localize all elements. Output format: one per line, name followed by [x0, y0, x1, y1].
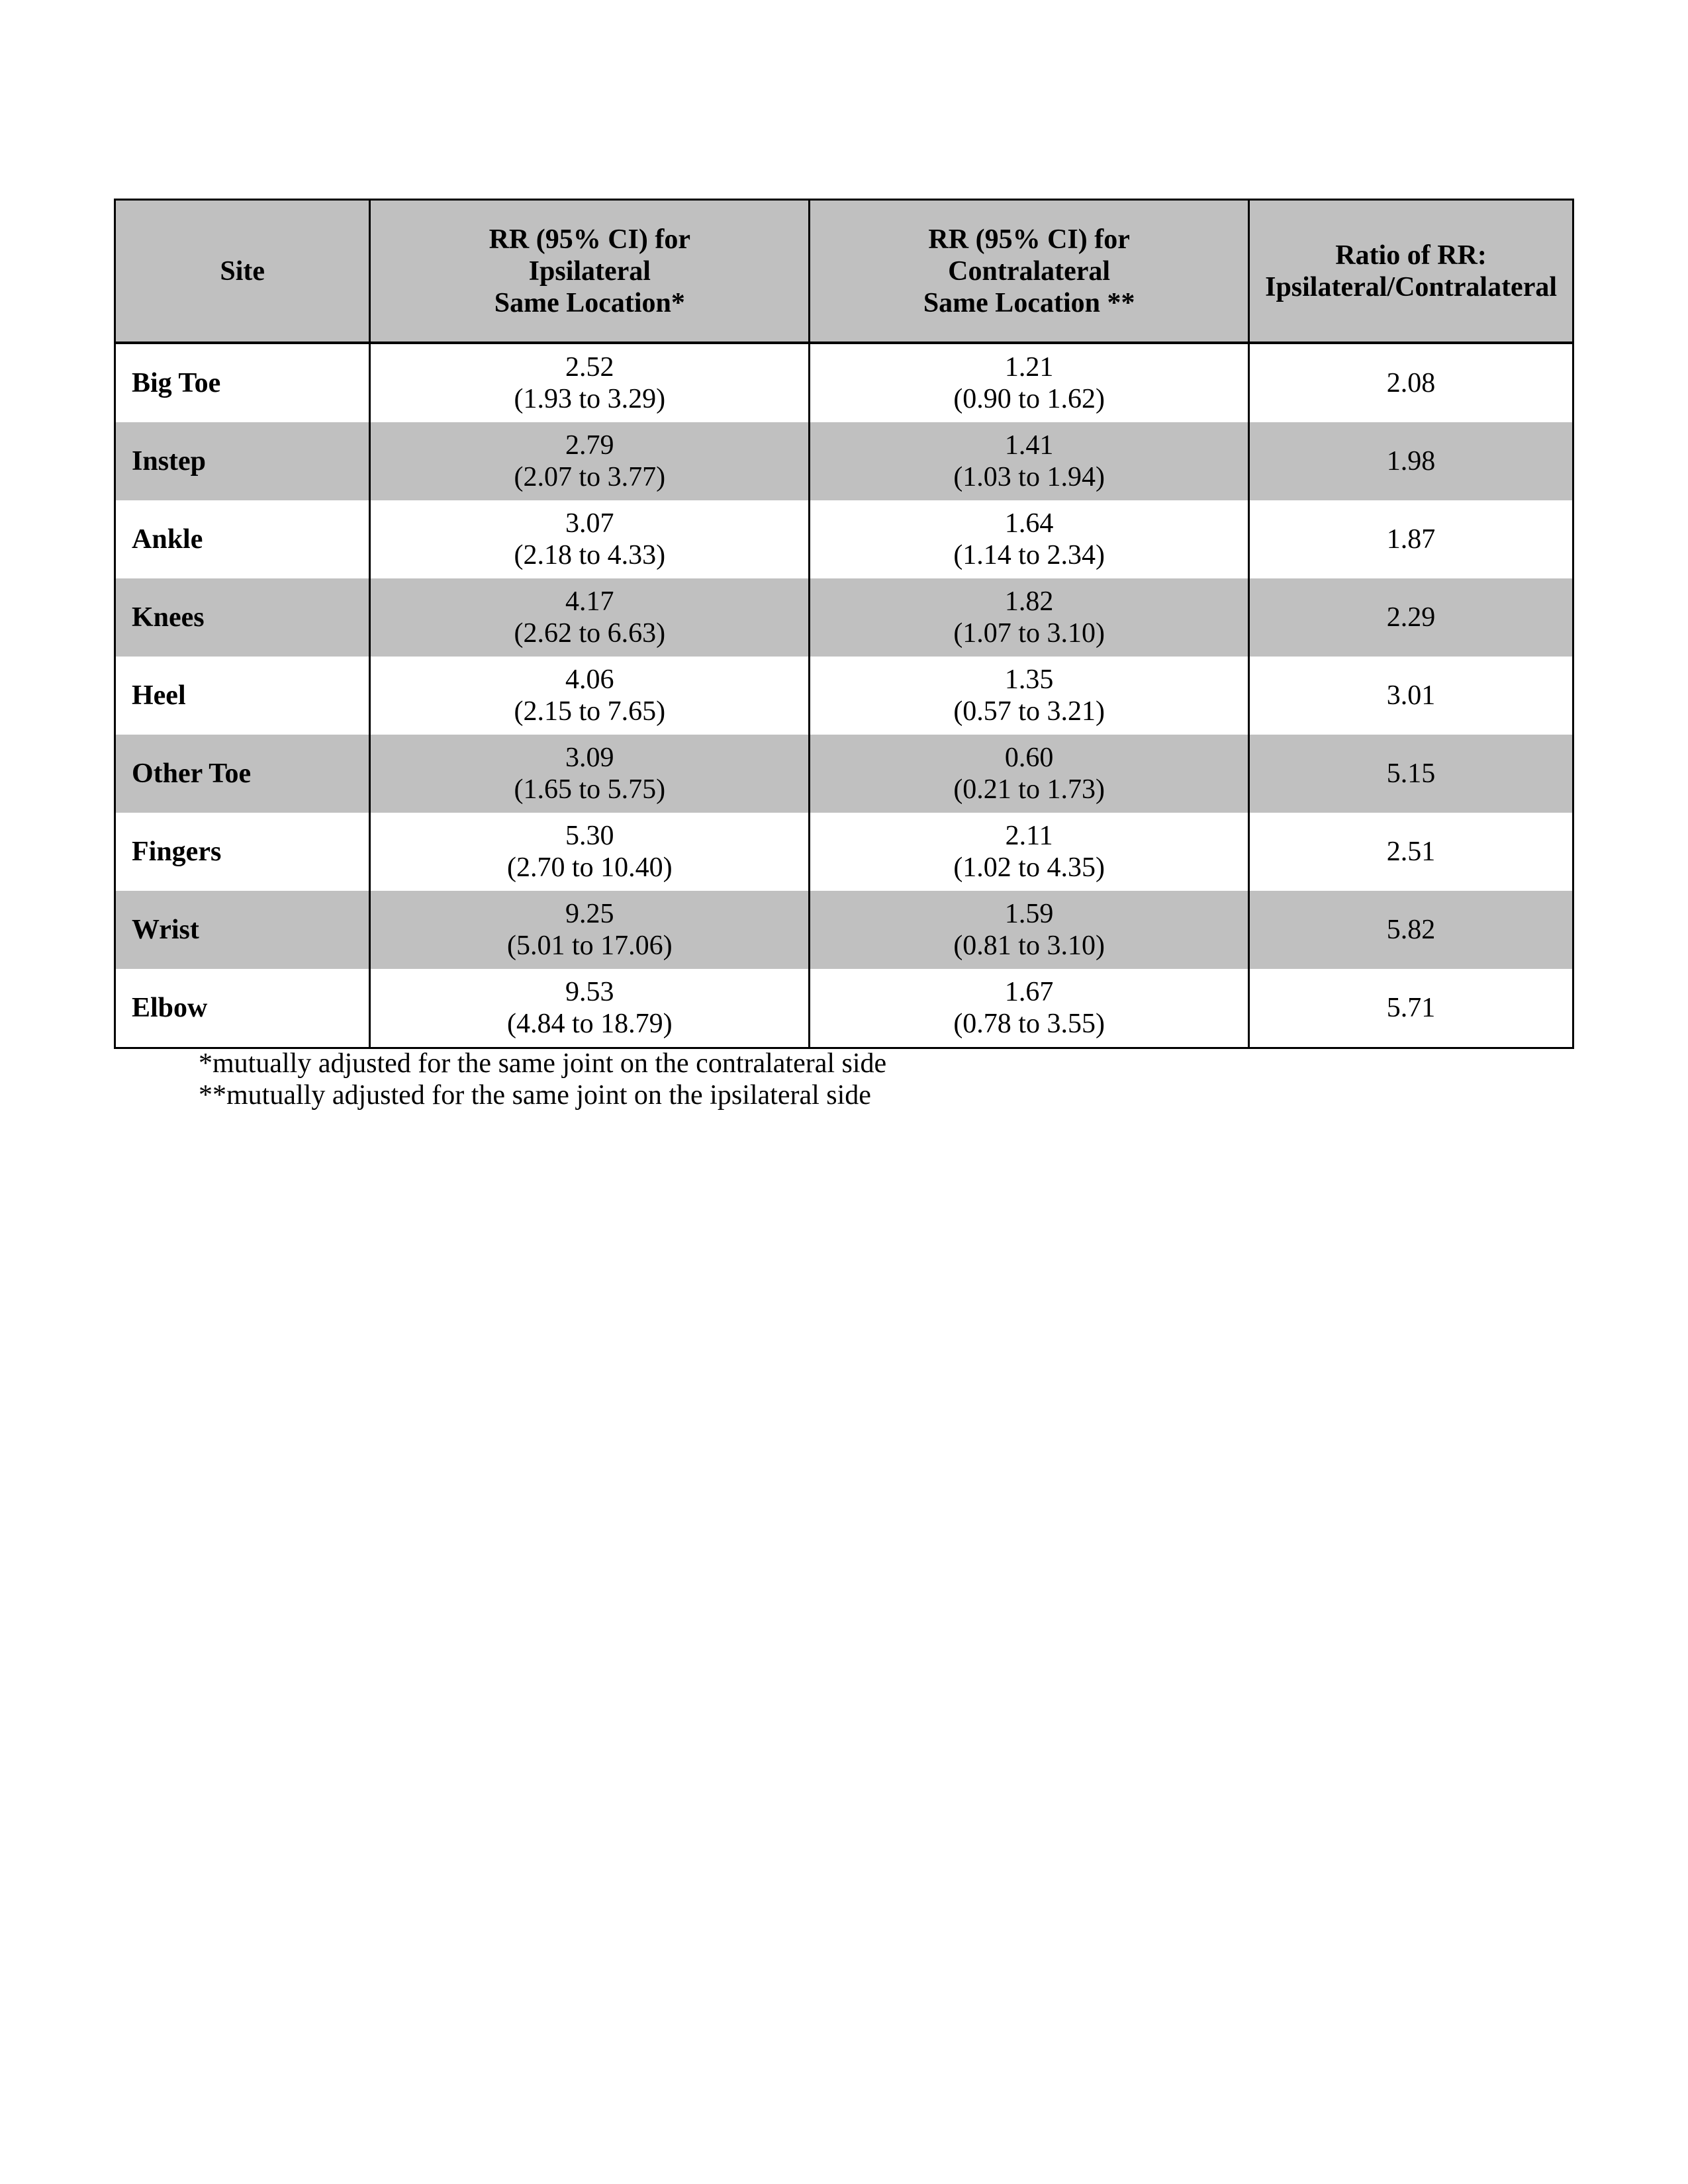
header-row: [115, 200, 1573, 343]
site-cell: Big Toe: [115, 343, 370, 422]
contralateral-ci: (0.90 to 1.62): [953, 384, 1105, 414]
site-cell: Heel: [115, 657, 370, 735]
contralateral-rr: 1.64: [1004, 508, 1054, 539]
header-line: Site: [220, 255, 265, 287]
contralateral-cell: [810, 343, 1249, 422]
contralateral-rr: 1.59: [1004, 899, 1054, 929]
contralateral-ci: (0.81 to 3.10): [953, 931, 1105, 961]
header-line: Ipsilateral/Contralateral: [1265, 271, 1558, 302]
ipsilateral-cell: [370, 891, 810, 969]
ipsilateral-rr: 3.07: [565, 508, 614, 539]
ipsilateral-cell: [370, 735, 810, 813]
ipsilateral-rr: 2.52: [565, 352, 614, 383]
ipsilateral-rr: 3.09: [565, 743, 614, 773]
site-cell: Fingers: [115, 813, 370, 891]
contralateral-ci: (1.07 to 3.10): [953, 618, 1105, 649]
contralateral-rr: 0.60: [1004, 743, 1054, 773]
site-cell: Wrist: [115, 891, 370, 969]
contralateral-rr: 1.82: [1004, 586, 1054, 617]
table-row: [115, 500, 1573, 578]
footnotes: [199, 1048, 886, 1111]
table-row: [115, 422, 1573, 500]
ipsilateral-ci: (2.70 to 10.40): [506, 852, 673, 883]
contralateral-cell: [810, 891, 1249, 969]
contralateral-ci: (0.21 to 1.73): [953, 774, 1105, 805]
header-ratio: [1249, 200, 1573, 343]
ratio-cell: 1.87: [1249, 500, 1573, 578]
ipsilateral-rr: 9.53: [565, 977, 614, 1007]
ipsilateral-rr: 4.06: [565, 664, 614, 695]
contralateral-rr: 1.35: [1004, 664, 1054, 695]
ipsilateral-cell: [370, 422, 810, 500]
table-row: [115, 657, 1573, 735]
footnote-2: **mutually adjusted for the same joint on the ipsilateral side: [199, 1080, 871, 1111]
rr-table: [114, 199, 1574, 1049]
header-line: Same Location **: [923, 287, 1135, 318]
header-line: RR (95% CI) for: [928, 224, 1130, 255]
ipsilateral-rr: 2.79: [565, 430, 614, 461]
ipsilateral-ci: (4.84 to 18.79): [506, 1009, 673, 1039]
table-row: [115, 969, 1573, 1048]
header-ipsilateral: [370, 200, 810, 343]
contralateral-rr: 1.67: [1004, 977, 1054, 1007]
site-cell: Elbow: [115, 969, 370, 1048]
header-line: Contralateral: [948, 255, 1111, 287]
ratio-cell: 5.71: [1249, 969, 1573, 1048]
ipsilateral-cell: [370, 500, 810, 578]
site-cell: Instep: [115, 422, 370, 500]
contralateral-ci: (1.14 to 2.34): [953, 540, 1105, 570]
table-row: [115, 578, 1573, 657]
ratio-cell: 2.51: [1249, 813, 1573, 891]
ipsilateral-cell: [370, 578, 810, 657]
contralateral-ci: (0.57 to 3.21): [953, 696, 1105, 727]
contralateral-rr: 2.11: [1005, 821, 1053, 851]
ratio-cell: 5.82: [1249, 891, 1573, 969]
header-site: [115, 200, 370, 343]
ipsilateral-rr: 5.30: [565, 821, 614, 851]
ratio-cell: 3.01: [1249, 657, 1573, 735]
contralateral-cell: [810, 578, 1249, 657]
contralateral-rr: 1.21: [1004, 352, 1054, 383]
contralateral-cell: [810, 969, 1249, 1048]
table-row: [115, 343, 1573, 422]
contralateral-cell: [810, 500, 1249, 578]
contralateral-ci: (0.78 to 3.55): [953, 1009, 1105, 1039]
ipsilateral-cell: [370, 657, 810, 735]
ratio-cell: 5.15: [1249, 735, 1573, 813]
contralateral-ci: (1.02 to 4.35): [953, 852, 1105, 883]
header-line: Ratio of RR:: [1335, 240, 1487, 271]
contralateral-cell: [810, 422, 1249, 500]
table-row: [115, 813, 1573, 891]
ipsilateral-rr: 9.25: [565, 899, 614, 929]
ipsilateral-cell: [370, 969, 810, 1048]
ratio-cell: 2.08: [1249, 343, 1573, 422]
ipsilateral-ci: (2.18 to 4.33): [514, 540, 666, 570]
contralateral-cell: [810, 813, 1249, 891]
contralateral-cell: [810, 657, 1249, 735]
ipsilateral-ci: (2.07 to 3.77): [514, 462, 666, 492]
ipsilateral-ci: (2.62 to 6.63): [514, 618, 666, 649]
table-row: [115, 891, 1573, 969]
table-row: [115, 735, 1573, 813]
site-cell: Ankle: [115, 500, 370, 578]
ipsilateral-ci: (1.65 to 5.75): [514, 774, 666, 805]
header-line: RR (95% CI) for: [489, 224, 691, 255]
ipsilateral-cell: [370, 343, 810, 422]
site-cell: Other Toe: [115, 735, 370, 813]
contralateral-rr: 1.41: [1004, 430, 1054, 461]
ratio-cell: 2.29: [1249, 578, 1573, 657]
header-line: Ipsilateral: [528, 255, 651, 287]
header-line: Same Location*: [494, 287, 685, 318]
footnote-1: *mutually adjusted for the same joint on the contralateral side: [199, 1048, 887, 1079]
header-contralateral: [810, 200, 1249, 343]
ipsilateral-cell: [370, 813, 810, 891]
ipsilateral-ci: (1.93 to 3.29): [514, 384, 666, 414]
contralateral-ci: (1.03 to 1.94): [953, 462, 1105, 492]
ipsilateral-ci: (5.01 to 17.06): [506, 931, 673, 961]
ipsilateral-rr: 4.17: [565, 586, 614, 617]
ipsilateral-ci: (2.15 to 7.65): [514, 696, 666, 727]
ratio-cell: 1.98: [1249, 422, 1573, 500]
contralateral-cell: [810, 735, 1249, 813]
site-cell: Knees: [115, 578, 370, 657]
